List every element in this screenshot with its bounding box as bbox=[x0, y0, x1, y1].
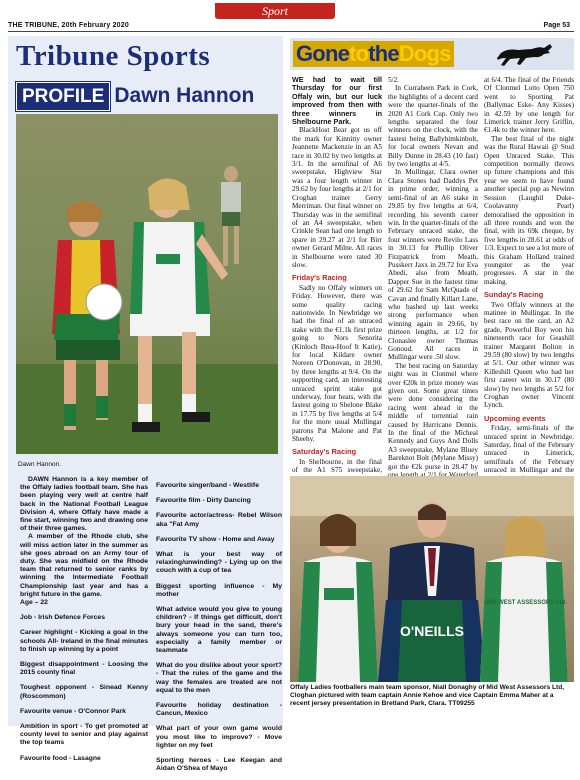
qa-item: What do you dislike about your sport? - That the rules of the game and the way the females are treated are not equal to the men bbox=[156, 662, 282, 694]
qa-item: Favourite film - Dirty Dancing bbox=[156, 497, 251, 505]
qa-item: Biggest sporting influence - My mother bbox=[156, 582, 282, 598]
profile-panel bbox=[8, 36, 283, 773]
qa-item: Sporting heroes - Lee Keegan and Aidan O'Shea of Mayo bbox=[156, 757, 282, 773]
edition-line: THE TRIBUNE, 20th February 2020 bbox=[8, 22, 129, 29]
profile-title: Tribune Sports bbox=[16, 40, 211, 72]
qa-item: Ambition in sport - To get promoted at county level to senior and play against the top teams bbox=[20, 723, 148, 747]
column-subhead: Sunday's Racing bbox=[484, 290, 544, 300]
qa-item: Age – 22 bbox=[20, 599, 48, 607]
column-paragraph: In Shelbourne, in the final of the A1 S75 sweepstake, bbox=[292, 457, 382, 475]
column-subhead: Saturday's Racing bbox=[292, 447, 357, 457]
column-paragraph: Sadly no Offaly winners on Friday. However, there was some quality racing nationwide. In Newbridge we had the final of an unraced stake with the €1.1k first prize going to Nors Senorita (Kinloch Brea-Hoof It Katie), for local Kildare owner Noreen O'Donovan, in 28.90, by three lengths at 9/4. On the supporting card, an interesting unraced sprint stake got underway, four heats, with the fastest going to Shelone Blake in 17.75 by five lengths at 5/4 for the more usual Mullingar patrons Pat Malone and Pat Sheehy. bbox=[292, 283, 382, 444]
photo-caption: Dawn Hannon. bbox=[18, 461, 61, 468]
qa-item: Favourite holiday destination - Cancun, Mexico bbox=[156, 702, 282, 718]
greyhound-icon bbox=[496, 40, 556, 68]
column-logo bbox=[293, 41, 454, 67]
profile-name: Dawn Hannon bbox=[114, 84, 255, 107]
qa-item: Favourite food - Lasagne bbox=[20, 754, 101, 762]
qa-item: Job - Irish Defence Forces bbox=[20, 614, 105, 622]
profile-intro-2: A member of the Rhode club, she will miss action later in the summer as she goes abroad on an Army tour of duty. She was midfield on the Rhode team that returned to senior ranks by winning the Intermediate Football Championship last year and has a bright future in the game. bbox=[20, 533, 148, 598]
action-photo bbox=[16, 114, 278, 454]
column-paragraph: Friday, semi-finals of the unraced sprint in Newbridge. Saturday, final of the February unraced in Limerick, semifinals of the February unraced in Mullingar and the bbox=[484, 424, 574, 475]
column-paragraph: 5/2. bbox=[388, 76, 399, 84]
column-paragraph: In Curraheen Park in Cork, the highlights of a decent card were the quarter-finals of the 2020 A1 Cork Cup. Only two lengths separated the four winners on the clock, with the fastest being Ballybimkinbolt, for local owners Nevan and Billy Dunne in 28.43 (10 fast) by two lengths at 4/5. bbox=[388, 84, 478, 169]
column-paragraph: In Mullingar, Clara owner Clara Stones had Daddys Pet in prime order, winning a semi-final of an A6 stake in 29.85 by five lengths at 6/4, recording his seventh career win. In the quarter-finals of the February unraced stake, the four winners were Revilo Lass in 30.13 for Phillip Oliver Fitzpatrick from Meath, Pusskerr Jaxx in 29.72 for Eva Abedi, also from Meath, Dapper Sue in the fastest time of 29.62 for Sam McQuade of Cavan and finally Killart Lane, who bashed up last weeks strong performance when winning again in 29.66, by thirteen lengths, at 1/2 for Clonaslee owner Thomas Gonoud. All races in Mullingar were .50 slow. bbox=[388, 168, 478, 362]
jersey-brand-text: O'NEILLS bbox=[400, 623, 464, 639]
qa-item: What advice would you give to young children? - If things get difficult, don't bury your head in the sand, there's always someone you can turn too, especially a family member or teammate bbox=[156, 606, 282, 655]
column-paragraph: The best final of the night was the Rural Hawaii @ Stud Open Unraced Stake. This competition normally throws up future champions and this year we seem to have found another special pup as Newinn Session (Laughil Duke-Coolavanny Pearl) demoralised the opposition in all three rounds and won the final, with its 69k cheque, by five lengths in 28.61 at odds of 1/3. Expect to see a lot more of this Graham Holland trained youngster as the year progresses. A star in the making. bbox=[484, 134, 574, 286]
sponsor-photo bbox=[290, 476, 574, 682]
qa-item: Toughest opponent - Sinead Kenny (Roscommon) bbox=[20, 684, 148, 700]
header-rule bbox=[8, 31, 574, 32]
qa-item: Favourite singer/band - Westlife bbox=[156, 482, 259, 489]
column-paragraph: The best racing on Saturday night was in Clonmel where over €20k in prize money was given out. Some great times were done considering the racing went ahead in the middle of torrential rain caused by Hurricane Dennis. In the final of the Micheal Kennedy and Guys And Dolls A3 sweepstake, Mylane Bluey Bareknot Bolt (Mylane Missy) got the €2k purse in 28.47 by bbox=[388, 361, 478, 471]
column-header bbox=[290, 38, 574, 70]
sponsor-photo-caption: Offaly Ladies footballers main team sponsor, Niall Donaghy of Mid West Assessors Ltd, Cloghan pictured with team captain Annie Kehoe and vice Captain Emma Maher at a recent jersey presentation in Bretland Park, Clara. TT09255 bbox=[290, 684, 565, 707]
column-lead: WE had to wait till Thursday for our first Offaly win, but our luck improved from then with three winners in Shelbourne Park. bbox=[292, 75, 382, 127]
masthead bbox=[0, 0, 580, 32]
qa-item: What is your best way of relaxing/unwinding? - Lying up on the couch with a cup of tea bbox=[156, 551, 282, 575]
section-tag: Sport bbox=[215, 3, 335, 19]
qa-item: What part of your own game would you most like to improve? - Move lighter on my feet bbox=[156, 725, 282, 749]
column-subhead: Upcoming events bbox=[484, 413, 546, 423]
column-paragraph: at 6/4. The final of the Friends Of Clonmel Lotto Open 750 went to Sporting Pat (Ballymac Eske- Any Kisses) in 42.59 by one length for Limerick trainer Jerry Griffin, €1.4k to the winner here. bbox=[484, 76, 574, 135]
profile-column-left bbox=[20, 476, 148, 770]
qa-item: Biggest disappointment - Loosing the 2015 county final bbox=[20, 661, 148, 677]
page-number: Page 53 bbox=[543, 22, 570, 29]
profile-subtitle-row bbox=[16, 82, 254, 109]
jersey-sponsor-text: MID-WEST ASSESSORS Ltd. bbox=[485, 600, 567, 606]
logo-word-dogs: Dogs bbox=[398, 41, 451, 66]
qa-item: Favourite venue - O'Connor Park bbox=[20, 707, 126, 715]
profile-label: PROFILE bbox=[16, 82, 110, 111]
qa-item: Career highlight - Kicking a goal in the schools All- Ireland in the final minutes to finish up winning by a point bbox=[20, 629, 148, 653]
logo-word-to: to bbox=[349, 41, 369, 66]
logo-word-gone: Gone bbox=[296, 41, 350, 66]
sponsor-photo-illustration bbox=[290, 476, 574, 682]
column-subhead: Friday's Racing bbox=[292, 273, 347, 283]
profile-column-right bbox=[156, 482, 282, 780]
column-paragraph: BlackHost Bear got us off the mark for Kinnitty owner Jeannette Mackenzie in an A5 race in 30.02 by two lengths at 3/1. In the semifinal of A6 sweepstake, Highview Star was a four length winner in 29.62 by four lengths at 2/1 for Croghan trainer Gerry Merriman. Our final winner on Thursday was in the semifinal of an A4 sweepstake, when Crinkle Sean had one length to spare in 29.27 at 2/1 for Birr owner Gerard Milne. All races in Shelbourne were rated 30 slow. bbox=[292, 126, 382, 269]
logo-word-the: the bbox=[368, 41, 399, 66]
profile-intro: DAWN Hannon is a key member of the Offaly ladies football team. She has been playing very well at centre half back in the National Football League Division 4, where Offaly have made a fine start, winning two and drawing one of their three games. bbox=[20, 476, 148, 533]
qa-item: Favourite TV show - Home and Away bbox=[156, 535, 275, 543]
qa-item: Favourite actor/actress- Rebel Wilson aka "Fat Amy bbox=[156, 512, 282, 528]
column-paragraph: Two Offaly winners at the matinee in Mullingar. In the best race on the card, an A2 grade, Powerful Boy won his nineteenth race for Geashill trainer Margaret Bolton in 29.59 (80 slow) by two lengths at 5/1. Our other winner was Killeshill Queen who had her first career win in 30.17 (80 slow) by two lengths at 5/2 for Croghan owner Vincent Lynch. bbox=[484, 300, 574, 410]
action-photo-illustration bbox=[16, 114, 278, 454]
